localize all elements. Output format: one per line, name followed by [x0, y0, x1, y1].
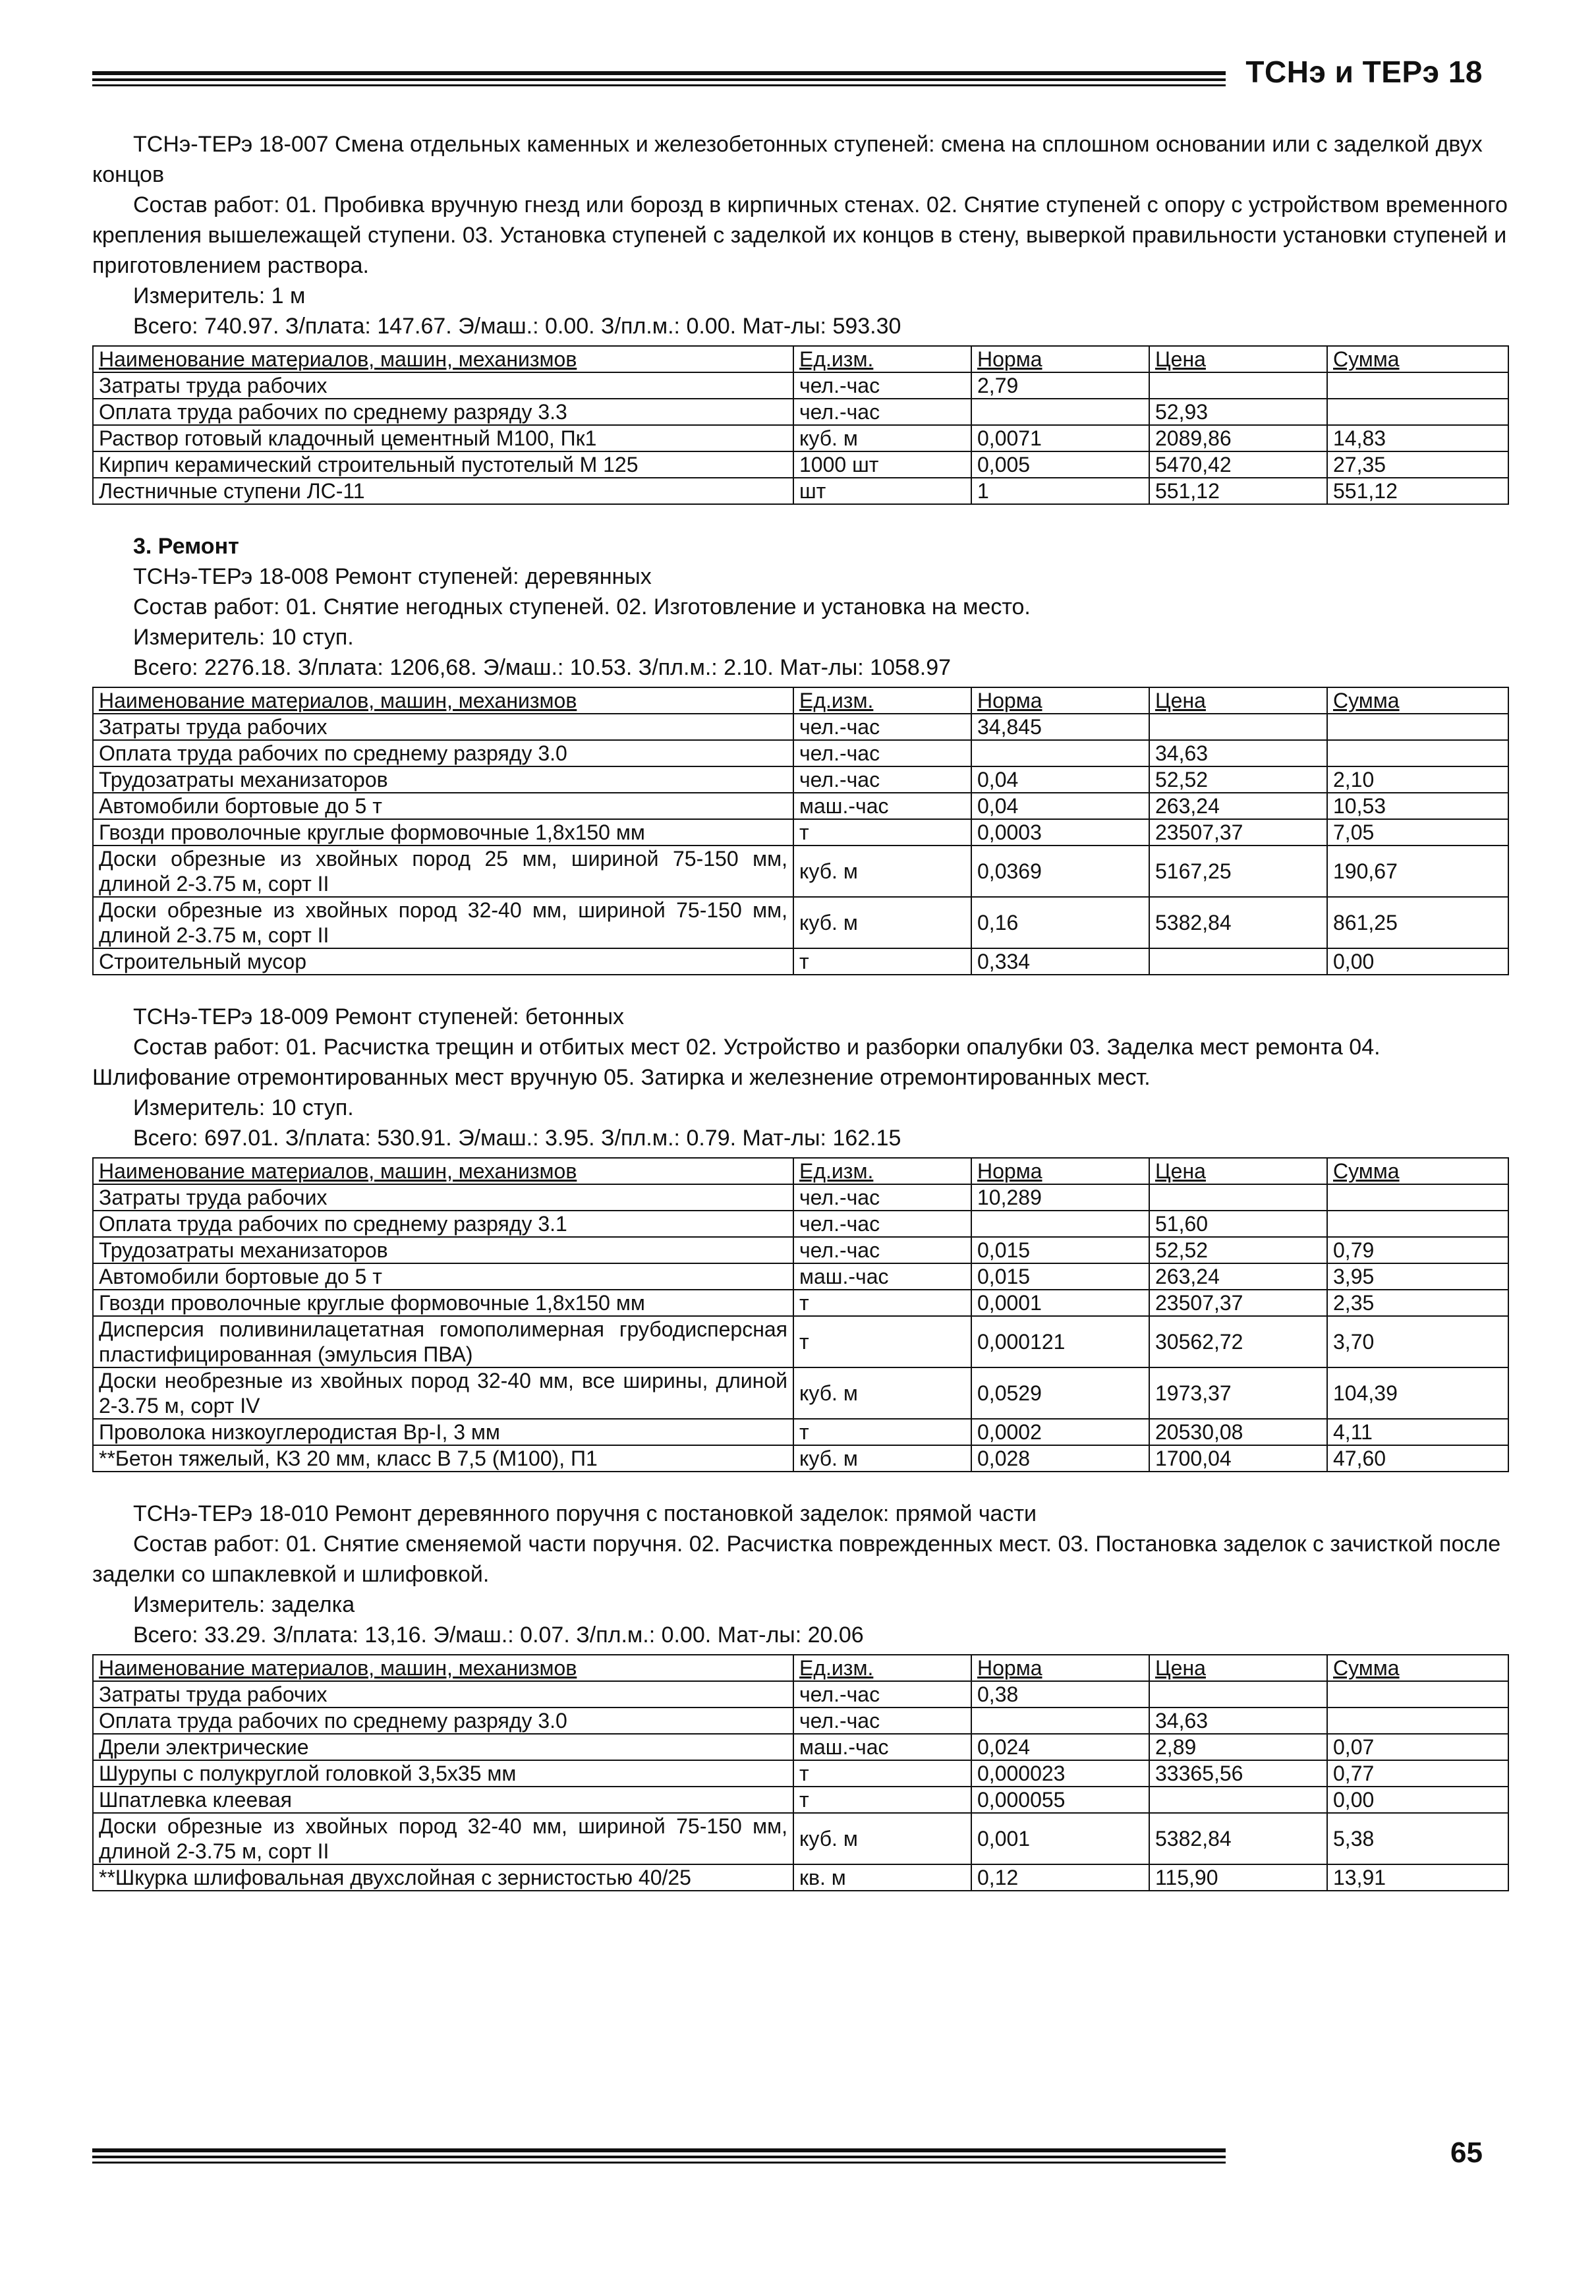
materials-table [92, 687, 1509, 975]
table-cell: 551,12 [1327, 478, 1508, 504]
table-header-cell: Норма [971, 1655, 1149, 1681]
table-row [93, 451, 1508, 478]
table-cell [1327, 714, 1508, 740]
table-cell: куб. м [793, 1367, 971, 1419]
table-row [93, 766, 1508, 793]
table-cell: т [793, 819, 971, 846]
materials-table [92, 345, 1509, 505]
table-cell: Оплата труда рабочих по среднему разряду 3.3 [93, 399, 793, 425]
table-cell: 0,001 [971, 1813, 1149, 1864]
table-cell: 0,000121 [971, 1316, 1149, 1367]
table-cell: 0,334 [971, 948, 1149, 975]
table-cell: Затраты труда рабочих [93, 1681, 793, 1708]
table-cell: 3,70 [1327, 1316, 1508, 1367]
table-row [93, 1184, 1508, 1211]
table-cell: 51,60 [1149, 1211, 1327, 1237]
section-composition: Состав работ: 01. Пробивка вручную гнезд или борозд в кирпичных стенах. 02. Снятие ступеней с опору с устройством временного крепления вышележащей ступени. 03. Установка ступеней с заделкой их концов в стену, выверкой правильности установки ступеней и приготовлением раствора. [92, 192, 1508, 278]
table-cell: маш.-час [793, 793, 971, 819]
table-header-cell: Ед.изм. [793, 687, 971, 714]
table-cell: 0,0001 [971, 1290, 1149, 1316]
section-totals: Всего: 2276.18. З/плата: 1206,68. Э/маш.: 10.53. З/пл.м.: 2.10. Мат-лы: 1058.97 [133, 655, 952, 680]
table-cell: 4,11 [1327, 1419, 1508, 1445]
table-row [93, 846, 1508, 897]
table-cell: 5382,84 [1149, 1813, 1327, 1864]
table-cell: 30562,72 [1149, 1316, 1327, 1367]
table-cell: 0,000023 [971, 1760, 1149, 1787]
table-cell: куб. м [793, 1813, 971, 1864]
table-row [93, 1813, 1508, 1864]
page-header-title: ТСНэ и ТЕРэ 18 [1245, 55, 1483, 89]
table-header-cell: Ед.изм. [793, 1158, 971, 1184]
table-header-cell: Наименование материалов, машин, механизмов [93, 1158, 793, 1184]
table-cell: маш.-час [793, 1263, 971, 1290]
table-cell: 52,52 [1149, 766, 1327, 793]
table-cell: т [793, 1760, 971, 1787]
section-measure: Измеритель: заделка [133, 1592, 355, 1617]
table-header-cell: Цена [1149, 1655, 1327, 1681]
table-cell: 190,67 [1327, 846, 1508, 897]
section-composition: Состав работ: 01. Расчистка трещин и отбитых мест 02. Устройство и разборки опалубки 03. Заделка мест ремонта 04. Шлифование отремонтированных мест вручную 05. Затирка и железнение отремонтированных мест. [92, 1035, 1381, 1090]
table-cell [1149, 372, 1327, 399]
table-cell: Автомобили бортовые до 5 т [93, 1263, 793, 1290]
table-row [93, 399, 1508, 425]
table-cell: 0,024 [971, 1734, 1149, 1760]
table-row [93, 1237, 1508, 1263]
table-row [93, 1290, 1508, 1316]
table-row [93, 819, 1508, 846]
table-header-cell: Цена [1149, 346, 1327, 372]
table-cell: 52,52 [1149, 1237, 1327, 1263]
table-cell: 861,25 [1327, 897, 1508, 948]
table-cell [1149, 1681, 1327, 1708]
table-cell [971, 399, 1149, 425]
table-cell: 52,93 [1149, 399, 1327, 425]
table-cell: 2,89 [1149, 1734, 1327, 1760]
table-cell: 115,90 [1149, 1864, 1327, 1891]
table-cell: 7,05 [1327, 819, 1508, 846]
table-cell: 2,35 [1327, 1290, 1508, 1316]
table-header-cell: Ед.изм. [793, 346, 971, 372]
table-cell: 1700,04 [1149, 1445, 1327, 1472]
table-header-cell: Сумма [1327, 687, 1508, 714]
table-row [93, 948, 1508, 975]
table-cell: Затраты труда рабочих [93, 372, 793, 399]
table-cell: Трудозатраты механизаторов [93, 766, 793, 793]
table-cell: Дисперсия поливинилацетатная гомополимерная грубодисперсная пластифицированная (эмульсия ПВА) [93, 1316, 793, 1367]
table-cell: чел.-час [793, 399, 971, 425]
table-cell [971, 1211, 1149, 1237]
table-cell: 104,39 [1327, 1367, 1508, 1419]
section-totals: Всего: 740.97. З/плата: 147.67. Э/маш.: 0.00. З/пл.м.: 0.00. Мат-лы: 593.30 [133, 314, 901, 339]
table-cell: 34,63 [1149, 1708, 1327, 1734]
table-cell: Доски обрезные из хвойных пород 25 мм, шириной 75-150 мм, длиной 2-3.75 м, сорт II [93, 846, 793, 897]
table-cell: 47,60 [1327, 1445, 1508, 1472]
table-cell [1149, 714, 1327, 740]
table-cell: 2,79 [971, 372, 1149, 399]
table-row [93, 1263, 1508, 1290]
table-cell: 5470,42 [1149, 451, 1327, 478]
table-cell: чел.-час [793, 1237, 971, 1263]
table-row [93, 372, 1508, 399]
table-header-row [93, 346, 1508, 372]
table-cell [1149, 1787, 1327, 1813]
table-cell: 0,0529 [971, 1367, 1149, 1419]
table-cell: 5,38 [1327, 1813, 1508, 1864]
table-header-cell: Сумма [1327, 1158, 1508, 1184]
section-measure: Измеритель: 10 ступ. [133, 1095, 354, 1120]
table-cell: 263,24 [1149, 1263, 1327, 1290]
footer-rule [92, 2148, 1226, 2166]
table-cell: Шпатлевка клеевая [93, 1787, 793, 1813]
table-cell: 0,015 [971, 1263, 1149, 1290]
table-cell: чел.-час [793, 372, 971, 399]
table-cell: 14,83 [1327, 425, 1508, 451]
table-header-cell: Норма [971, 687, 1149, 714]
table-cell: Дрели электрические [93, 1734, 793, 1760]
section-totals: Всего: 33.29. З/плата: 13,16. Э/маш.: 0.07. З/пл.м.: 0.00. Мат-лы: 20.06 [133, 1622, 864, 1648]
table-cell: 551,12 [1149, 478, 1327, 504]
table-cell: 0,77 [1327, 1760, 1508, 1787]
table-cell: Строительный мусор [93, 948, 793, 975]
table-cell: 10,289 [971, 1184, 1149, 1211]
table-cell: чел.-час [793, 714, 971, 740]
table-cell: Автомобили бортовые до 5 т [93, 793, 793, 819]
table-cell: маш.-час [793, 1734, 971, 1760]
table-cell: 0,0002 [971, 1419, 1149, 1445]
table-cell: 34,845 [971, 714, 1149, 740]
header-rule [92, 71, 1226, 88]
table-row [93, 478, 1508, 504]
table-cell: Доски обрезные из хвойных пород 32-40 мм, шириной 75-150 мм, длиной 2-3.75 м, сорт II [93, 1813, 793, 1864]
table-header-cell: Наименование материалов, машин, механизмов [93, 687, 793, 714]
table-cell: чел.-час [793, 1184, 971, 1211]
table-cell: 0,04 [971, 766, 1149, 793]
table-row [93, 740, 1508, 766]
section-title-line: ТСНэ-ТЕРэ 18-007 Смена отдельных каменных и железобетонных ступеней: смена на сплошном основании или с заделкой двух концов [92, 132, 1483, 187]
table-cell: т [793, 948, 971, 975]
table-row [93, 1419, 1508, 1445]
table-cell: 3,95 [1327, 1263, 1508, 1290]
table-cell [971, 740, 1149, 766]
table-row [93, 1316, 1508, 1367]
table-cell: 2,10 [1327, 766, 1508, 793]
table-cell: 0,005 [971, 451, 1149, 478]
table-row [93, 714, 1508, 740]
table-cell [1327, 1184, 1508, 1211]
table-cell [1327, 1708, 1508, 1734]
table-row [93, 1864, 1508, 1891]
table-cell: 0,04 [971, 793, 1149, 819]
table-header-cell: Норма [971, 1158, 1149, 1184]
table-cell: **Шкурка шлифовальная двухслойная с зернистостью 40/25 [93, 1864, 793, 1891]
table-cell: Трудозатраты механизаторов [93, 1237, 793, 1263]
table-row [93, 1708, 1508, 1734]
table-cell: 20530,08 [1149, 1419, 1327, 1445]
table-cell: 0,38 [971, 1681, 1149, 1708]
table-header-row [93, 687, 1508, 714]
table-row [93, 897, 1508, 948]
section-composition: Состав работ: 01. Снятие сменяемой части поручня. 02. Расчистка поврежденных мест. 03. Постановка заделок с зачисткой после заделки со шпаклевкой и шлифовкой. [92, 1532, 1501, 1587]
table-cell: 1000 шт [793, 451, 971, 478]
section-totals: Всего: 697.01. З/плата: 530.91. Э/маш.: 3.95. З/пл.м.: 0.79. Мат-лы: 162.15 [133, 1126, 901, 1151]
table-cell: чел.-час [793, 766, 971, 793]
table-row [93, 1681, 1508, 1708]
materials-table [92, 1157, 1509, 1472]
table-cell: 0,0369 [971, 846, 1149, 897]
table-cell: Раствор готовый кладочный цементный М100, Пк1 [93, 425, 793, 451]
table-cell: 13,91 [1327, 1864, 1508, 1891]
table-cell: 0,12 [971, 1864, 1149, 1891]
table-cell: т [793, 1316, 971, 1367]
table-row [93, 1211, 1508, 1237]
table-cell: Лестничные ступени ЛС-11 [93, 478, 793, 504]
table-cell: **Бетон тяжелый, КЗ 20 мм, класс В 7,5 (М100), П1 [93, 1445, 793, 1472]
table-cell [971, 1708, 1149, 1734]
table-cell: 27,35 [1327, 451, 1508, 478]
table-header-cell: Наименование материалов, машин, механизмов [93, 346, 793, 372]
document-body [92, 129, 1508, 1918]
table-row [93, 1760, 1508, 1787]
table-row [93, 1734, 1508, 1760]
table-cell: 1 [971, 478, 1149, 504]
table-cell: 34,63 [1149, 740, 1327, 766]
table-cell: Оплата труда рабочих по среднему разряду 3.0 [93, 1708, 793, 1734]
section-title-line: ТСНэ-ТЕРэ 18-010 Ремонт деревянного поручня с постановкой заделок: прямой части [133, 1501, 1037, 1526]
table-row [93, 793, 1508, 819]
table-cell: 0,07 [1327, 1734, 1508, 1760]
table-cell: Доски обрезные из хвойных пород 32-40 мм, шириной 75-150 мм, длиной 2-3.75 м, сорт II [93, 897, 793, 948]
materials-table [92, 1654, 1509, 1891]
table-header-cell: Норма [971, 346, 1149, 372]
table-cell: Оплата труда рабочих по среднему разряду 3.0 [93, 740, 793, 766]
table-cell [1327, 399, 1508, 425]
table-cell: куб. м [793, 1445, 971, 1472]
table-cell: чел.-час [793, 740, 971, 766]
section-measure: Измеритель: 1 м [133, 283, 306, 308]
table-cell [1327, 372, 1508, 399]
table-cell: 0,000055 [971, 1787, 1149, 1813]
table-header-cell: Ед.изм. [793, 1655, 971, 1681]
table-cell [1327, 740, 1508, 766]
table-cell [1327, 1681, 1508, 1708]
table-cell: кв. м [793, 1864, 971, 1891]
table-cell: 5167,25 [1149, 846, 1327, 897]
table-cell: Доски необрезные из хвойных пород 32-40 мм, все ширины, длиной 2-3.75 м, сорт IV [93, 1367, 793, 1419]
table-header-cell: Сумма [1327, 1655, 1508, 1681]
section-composition: Состав работ: 01. Снятие негодных ступеней. 02. Изготовление и установка на место. [133, 594, 1031, 619]
table-header-row [93, 1655, 1508, 1681]
table-row [93, 1445, 1508, 1472]
table-cell: Проволока низкоуглеродистая Вр-I, 3 мм [93, 1419, 793, 1445]
table-cell [1149, 1184, 1327, 1211]
table-cell: т [793, 1419, 971, 1445]
table-cell: Гвозди проволочные круглые формовочные 1,8x150 мм [93, 1290, 793, 1316]
table-cell [1327, 1211, 1508, 1237]
table-cell: чел.-час [793, 1681, 971, 1708]
table-cell: чел.-час [793, 1708, 971, 1734]
table-cell: 23507,37 [1149, 1290, 1327, 1316]
table-cell: Оплата труда рабочих по среднему разряду 3.1 [93, 1211, 793, 1237]
table-cell: 0,16 [971, 897, 1149, 948]
table-cell: Шурупы с полукруглой головкой 3,5x35 мм [93, 1760, 793, 1787]
section-measure: Измеритель: 10 ступ. [133, 625, 354, 650]
table-cell: 0,028 [971, 1445, 1149, 1472]
table-header-cell: Наименование материалов, машин, механизмов [93, 1655, 793, 1681]
table-cell: шт [793, 478, 971, 504]
table-cell: 0,015 [971, 1237, 1149, 1263]
table-cell: 2089,86 [1149, 425, 1327, 451]
table-row [93, 1367, 1508, 1419]
table-cell: 10,53 [1327, 793, 1508, 819]
table-cell: 0,79 [1327, 1237, 1508, 1263]
table-cell: 0,0071 [971, 425, 1149, 451]
table-cell: т [793, 1290, 971, 1316]
table-row [93, 425, 1508, 451]
table-cell: 0,00 [1327, 948, 1508, 975]
table-header-cell: Цена [1149, 1158, 1327, 1184]
table-header-row [93, 1158, 1508, 1184]
table-cell: Кирпич керамический строительный пустотелый М 125 [93, 451, 793, 478]
table-cell: куб. м [793, 846, 971, 897]
table-cell: Затраты труда рабочих [93, 1184, 793, 1211]
table-cell: Затраты труда рабочих [93, 714, 793, 740]
table-cell: 23507,37 [1149, 819, 1327, 846]
table-cell: 33365,56 [1149, 1760, 1327, 1787]
table-cell: 0,00 [1327, 1787, 1508, 1813]
section-heading: 3. Ремонт [133, 534, 239, 559]
table-header-cell: Цена [1149, 687, 1327, 714]
table-row [93, 1787, 1508, 1813]
table-cell: Гвозди проволочные круглые формовочные 1,8x150 мм [93, 819, 793, 846]
table-cell: 263,24 [1149, 793, 1327, 819]
table-cell: 0,0003 [971, 819, 1149, 846]
table-cell: 5382,84 [1149, 897, 1327, 948]
section-title-line: ТСНэ-ТЕРэ 18-009 Ремонт ступеней: бетонных [133, 1004, 625, 1029]
table-cell [1149, 948, 1327, 975]
table-cell: чел.-час [793, 1211, 971, 1237]
table-cell: 1973,37 [1149, 1367, 1327, 1419]
table-cell: куб. м [793, 897, 971, 948]
page-number: 65 [1450, 2137, 1483, 2169]
section-title-line: ТСНэ-ТЕРэ 18-008 Ремонт ступеней: деревянных [133, 564, 652, 589]
table-cell: т [793, 1787, 971, 1813]
table-header-cell: Сумма [1327, 346, 1508, 372]
table-cell: куб. м [793, 425, 971, 451]
